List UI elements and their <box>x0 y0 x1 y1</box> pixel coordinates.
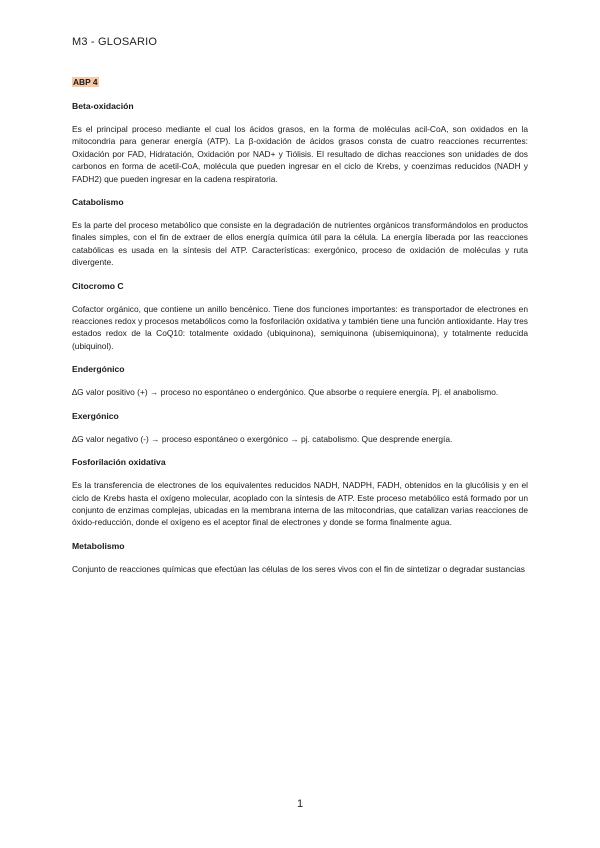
glossary-entry-catabolismo <box>72 197 528 269</box>
page-header: M3 - GLOSARIO <box>72 36 158 48</box>
term-definition: Es la transferencia de electrones de los equivalentes reducidos NADH, NADPH, FADH, obtenidos en la glucólisis y en el ciclo de Krebs hasta el oxígeno molecular, acoplado con la síntesis de ATP. Este proceso metabólico está formado por un conjunto de enzimas complejas, ubicadas en la membrana interna de las mitocondrias, que catalizan varias reacciones de óxido-reducción, donde el oxígeno es el aceptor final de electrones y donde se forma finalmente agua. <box>72 480 528 528</box>
section-tag: ABP 4 <box>73 77 98 87</box>
term-title: Metabolismo <box>72 540 125 551</box>
term-definition: ∆G valor positivo (+) → proceso no espontáneo o endergónico. Que absorbe o requiere energía. Pj. el anabolismo. <box>72 387 499 398</box>
glossary-entry-exergonico <box>72 411 528 445</box>
term-title: Exergónico <box>72 410 119 421</box>
term-definition: ∆G valor negativo (-) → proceso espontáneo o exergónico → pj. catabolismo. Que desprende energía. <box>72 433 453 444</box>
term-definition: Cofactor orgánico, que contiene un anillo bencénico. Tiene dos funciones importantes: es transportador de electrones en reacciones redox y procesos metabólicos como la fosforilación oxidativa y también tiene una función antioxidante. Hay tres estados redox de la CoQ10: totalmente oxidado (ubiquinona), semiquinona (ubisemiquinona), y totalmente reducida (ubiquinol). <box>72 303 528 351</box>
term-definition: Es la parte del proceso metabólico que consiste en la degradación de nutrientes orgánicos transformándolos en productos finales simples, con el fin de extraer de ellos energía química útil para la célula. La energía liberada por las reacciones catabólicas es usada en la síntesis del ATP. Características: exergónico, proceso de oxidación de moléculas y ruta divergente. <box>72 220 528 268</box>
term-title: Catabolismo <box>72 197 124 208</box>
glossary-content <box>72 72 528 587</box>
term-definition: Es el principal proceso mediante el cual los ácidos grasos, en la forma de moléculas acil-CoA, son oxidados en la mitocondria para generar energía (ATP). La β-oxidación de ácidos grasos consta de cuatro reacciones recurrentes: Oxidación por FAD, Hidratación, Oxidación por NAD+ y Tiólisis. El resultado de dichas reacciones son unidades de dos carbonos en forma de acetil-CoA, molécula que pueden ingresar en el ciclo de Krebs, y coenzimas reducidos (NADH y FADH2) que pueden ingresar en la cadena respiratoria. <box>72 124 528 184</box>
term-title: Fosforilación oxidativa <box>72 457 166 468</box>
term-definition: Conjunto de reacciones químicas que efectúan las células de los seres vivos con el fin de sintetizar o degradar sustancias <box>72 563 525 574</box>
glossary-entry-metabolismo <box>72 541 528 575</box>
glossary-entry-endergonico <box>72 364 528 398</box>
term-title: Citocromo C <box>72 280 124 291</box>
glossary-entry-citocromo-c <box>72 281 528 353</box>
glossary-entry-beta-oxidacion <box>72 101 528 185</box>
term-title: Beta-oxidación <box>72 101 134 111</box>
term-title: Endergónico <box>72 364 125 375</box>
glossary-entry-fosforilacion-oxidativa <box>72 457 528 529</box>
page-number: 1 <box>296 798 304 810</box>
